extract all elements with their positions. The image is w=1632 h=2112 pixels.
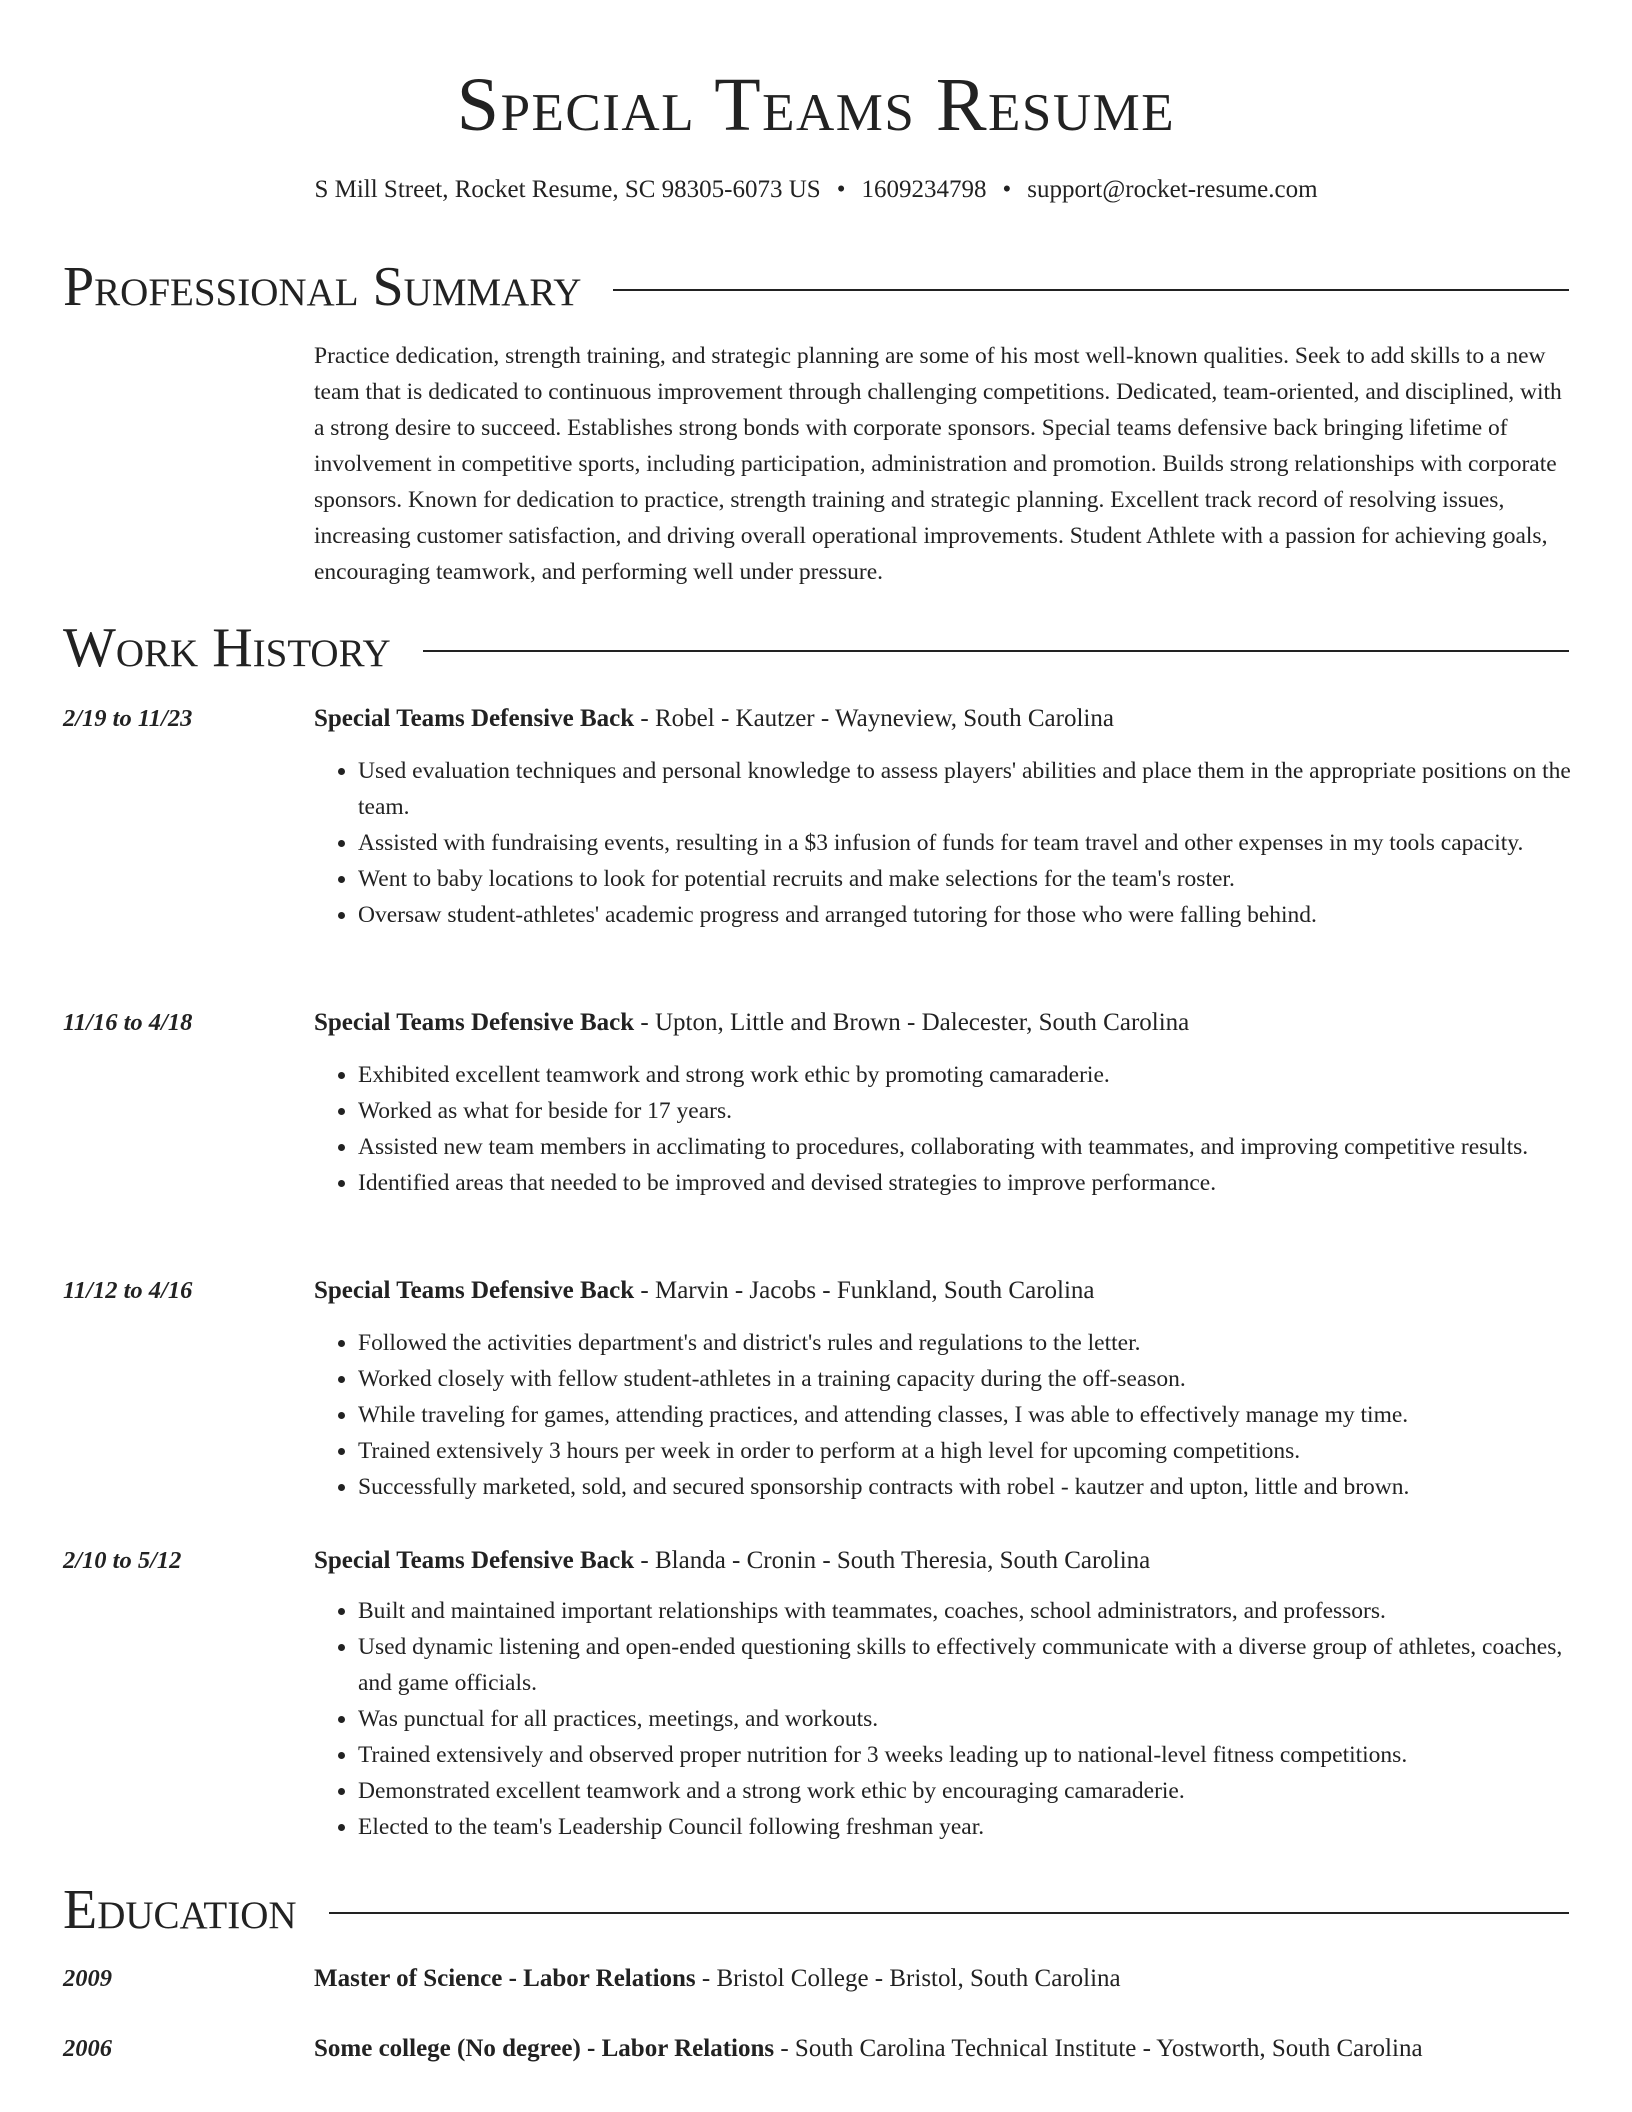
work-bullet: • Successfully marketed, sold, and secured sponsorship contracts with robel - kautzer and upton, little and brown. bbox=[358, 1469, 1572, 1505]
work-bullet: • Elected to the team's Leadership Council following freshman year. bbox=[358, 1809, 1572, 1845]
work-bullets bbox=[314, 1057, 1572, 1201]
work-bullet: • Demonstrated excellent teamwork and a strong work ethic by encouraging camaraderie. bbox=[358, 1773, 1572, 1809]
work-bullet: • Followed the activities department's and district's rules and regulations to the letter. bbox=[358, 1325, 1572, 1361]
work-dates: 11/16 to 4/18 bbox=[63, 1009, 193, 1036]
work-bullets bbox=[314, 1325, 1572, 1505]
summary-heading: Professional Summary bbox=[63, 256, 582, 318]
contact-email: support@rocket-resume.com bbox=[1027, 176, 1318, 203]
section-divider bbox=[423, 650, 1569, 652]
education-heading: Education bbox=[63, 1879, 297, 1941]
job-employer: - Robel - Kautzer - Wayneview, South Carolina bbox=[634, 705, 1114, 732]
work-bullet: • Trained extensively 3 hours per week in order to perform at a high level for upcoming competitions. bbox=[358, 1433, 1572, 1469]
job-title: Special Teams Defensive Back bbox=[314, 705, 635, 732]
contact-separator: • bbox=[836, 176, 846, 203]
work-bullets bbox=[314, 753, 1572, 933]
job-title: Special Teams Defensive Back bbox=[314, 1277, 635, 1304]
work-bullets bbox=[314, 1593, 1572, 1845]
summary-text: Practice dedication, strength training, and strategic planning are some of his most well-known qualities. Seek to add skills to a new team that is dedicated to continuous improvement through challenging competitions. Dedicated, team-oriented, and disciplined, with a strong desire to succeed. Establishes strong bonds with corporate sponsors. Special teams defensive back bringing lifetime of involvement in competitive sports, including participation, administration and promotion. Builds strong relationships with corporate sponsors. Known for dedication to practice, strength training and strategic planning. Excellent track record of resolving issues, increasing customer satisfaction, and driving overall operational improvements. Student Athlete with a passion for achieving goals, encouraging teamwork, and performing well under pressure. bbox=[314, 343, 1562, 585]
work-bullet: • Used dynamic listening and open-ended questioning skills to effectively communicate with a diverse group of athletes, coaches, and game officials. bbox=[358, 1629, 1572, 1701]
work-title-line bbox=[314, 701, 1114, 737]
work-bullet: • Worked as what for beside for 17 years. bbox=[358, 1093, 1572, 1129]
job-employer: - Upton, Little and Brown - Dalecester, South Carolina bbox=[634, 1009, 1190, 1036]
education-school: - South Carolina Technical Institute - Yostworth, South Carolina bbox=[774, 2035, 1423, 2062]
education-year: 2009 bbox=[63, 1965, 112, 1992]
work-bullet: • Exhibited excellent teamwork and strong work ethic by promoting camaraderie. bbox=[358, 1057, 1572, 1093]
job-title: Special Teams Defensive Back bbox=[314, 1009, 635, 1036]
work-bullet: • Worked closely with fellow student-athletes in a training capacity during the off-season. bbox=[358, 1361, 1572, 1397]
work-bullet: • Oversaw student-athletes' academic progress and arranged tutoring for those who were falling behind. bbox=[358, 897, 1572, 933]
contact-address: S Mill Street, Rocket Resume, SC 98305-6073 US bbox=[314, 176, 821, 203]
job-employer: - Marvin - Jacobs - Funkland, South Carolina bbox=[634, 1277, 1095, 1304]
work-bullet: • Assisted with fundraising events, resulting in a $3 infusion of funds for team travel and other expenses in my tools capacity. bbox=[358, 825, 1572, 861]
work-dates: 11/12 to 4/16 bbox=[63, 1277, 193, 1304]
section-divider bbox=[613, 289, 1569, 291]
education-school: - Bristol College - Bristol, South Carolina bbox=[695, 1965, 1121, 1992]
contact-phone: 1609234798 bbox=[861, 176, 987, 203]
work-dates: 2/19 to 11/23 bbox=[63, 705, 193, 732]
education-line bbox=[314, 1961, 1121, 1997]
contact-separator: • bbox=[1002, 176, 1012, 203]
work-bullet: • Used evaluation techniques and personal knowledge to assess players' abilities and place them in the appropriate positions on the team. bbox=[358, 753, 1572, 825]
work-bullet: • Trained extensively and observed proper nutrition for 3 weeks leading up to national-level fitness competitions. bbox=[358, 1737, 1572, 1773]
education-line bbox=[314, 2031, 1423, 2067]
summary-section-header bbox=[63, 255, 1569, 319]
work-heading: Work History bbox=[63, 617, 391, 679]
work-bullet: • Was punctual for all practices, meetings, and workouts. bbox=[358, 1701, 1572, 1737]
work-bullet: • Went to baby locations to look for potential recruits and make selections for the team's roster. bbox=[358, 861, 1572, 897]
section-divider bbox=[329, 1912, 1569, 1914]
work-dates: 2/10 to 5/12 bbox=[63, 1547, 182, 1574]
work-title-line bbox=[314, 1273, 1095, 1309]
education-year: 2006 bbox=[63, 2035, 112, 2062]
work-bullet: • Built and maintained important relationships with teammates, coaches, school administrators, and professors. bbox=[358, 1593, 1572, 1629]
contact-line bbox=[0, 172, 1632, 208]
work-bullet: • Identified areas that needed to be improved and devised strategies to improve performance. bbox=[358, 1165, 1572, 1201]
work-section-header bbox=[63, 616, 1569, 680]
resume-name: Special Teams Resume bbox=[456, 63, 1176, 147]
work-title-line bbox=[314, 1005, 1189, 1041]
job-employer: - Blanda - Cronin - South Theresia, South Carolina bbox=[634, 1547, 1151, 1574]
job-title: Special Teams Defensive Back bbox=[314, 1547, 635, 1574]
education-degree: Master of Science - Labor Relations bbox=[314, 1965, 696, 1992]
education-degree: Some college (No degree) - Labor Relations bbox=[314, 2035, 775, 2062]
work-title-line bbox=[314, 1543, 1150, 1579]
work-bullet: • While traveling for games, attending practices, and attending classes, I was able to effectively manage my time. bbox=[358, 1397, 1572, 1433]
work-bullet: • Assisted new team members in acclimating to procedures, collaborating with teammates, and improving competitive results. bbox=[358, 1129, 1572, 1165]
education-section-header bbox=[63, 1878, 1569, 1942]
